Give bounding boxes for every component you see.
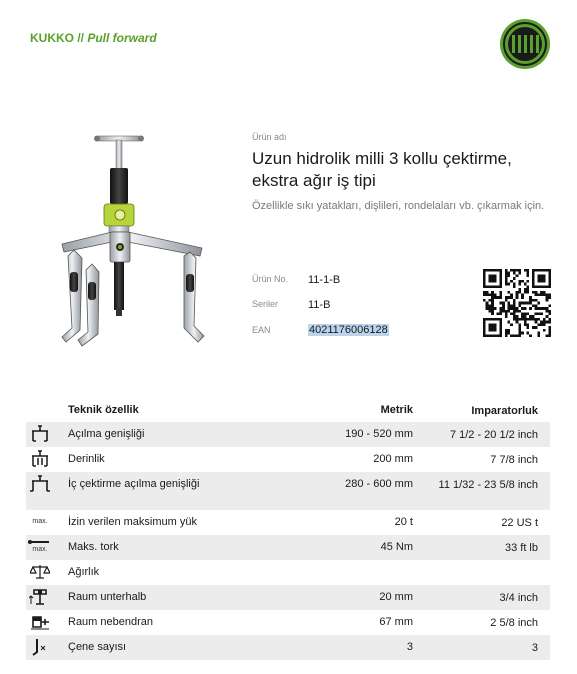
max-torque-icon: [26, 538, 54, 553]
max-torque-icon-text: max.: [32, 546, 48, 553]
spec-row-space-below: [26, 585, 550, 610]
weight-icon: [26, 564, 54, 580]
brand-header: [30, 31, 157, 45]
brand-name: KUKKO: [30, 31, 74, 45]
product-image: [52, 132, 217, 354]
qr-code: [483, 269, 551, 337]
spec-metric: 200 mm: [373, 453, 413, 465]
kukko-logo: [499, 18, 551, 70]
ean-value[interactable]: 4021176006128: [309, 324, 388, 336]
header-imperial: Imparatorluk: [471, 405, 538, 417]
product-no-label: Ürün No.: [252, 274, 289, 284]
brand-separator: //: [74, 31, 88, 45]
spec-header-row: [26, 400, 550, 422]
ean-value-wrap[interactable]: [308, 324, 389, 336]
series-value: 11-B: [308, 299, 331, 311]
series-label: Seriler: [252, 299, 279, 309]
internal-spread-icon: [26, 475, 54, 493]
spec-row-max-load: [26, 510, 550, 535]
spec-metric: 45 Nm: [380, 541, 413, 553]
spec-metric: 20 mm: [379, 591, 413, 603]
product-no-value: 11-1-B: [308, 274, 341, 286]
spec-name: Raum nebendran: [68, 616, 154, 628]
brand-slogan: Pull forward: [87, 31, 157, 45]
product-subtitle: Özellikle sıkı yatakları, dişlileri, rondelaları vb. çıkarmak için.: [252, 200, 545, 212]
spec-name: İzin verilen maksimum yük: [68, 516, 197, 528]
spec-row-depth: [26, 447, 550, 472]
spec-imperial: 3: [531, 642, 538, 654]
jaw-count-icon: [26, 638, 54, 656]
spec-imperial: 3/4 inch: [499, 592, 538, 604]
spec-name: Ağırlık: [68, 566, 100, 578]
spec-table: [26, 400, 550, 660]
spec-row-weight: [26, 560, 550, 585]
spec-row-internal-width: [26, 472, 550, 510]
spec-imperial: 11 1/32 - 23 5/8 inch: [438, 479, 538, 491]
spec-name: Çene sayısı: [68, 641, 127, 653]
product-title: Uzun hidrolik milli 3 kollu çektirme, ekstra ağır iş tipi: [252, 149, 512, 190]
ean-label: EAN: [252, 325, 271, 335]
spec-imperial: 22 US t: [501, 517, 538, 529]
spec-metric: 20 t: [394, 516, 413, 528]
max-load-icon: [26, 515, 54, 525]
space-below-icon: [26, 588, 54, 606]
spread-width-icon: [26, 425, 54, 443]
spec-name: Raum unterhalb: [68, 591, 147, 603]
spec-row-space-beside: [26, 610, 550, 635]
spec-name: Maks. tork: [68, 541, 119, 553]
max-load-icon-text: max.: [32, 518, 48, 525]
header-feature: Teknik özellik: [68, 404, 139, 416]
spec-name: Açılma genişliği: [68, 428, 145, 440]
space-beside-icon: [26, 613, 54, 631]
spec-imperial: 33 ft lb: [504, 542, 538, 554]
spec-imperial: 2 5/8 inch: [490, 617, 538, 629]
spec-name: Derinlik: [68, 453, 105, 465]
spec-row-opening-width: [26, 422, 550, 447]
spec-metric: 280 - 600 mm: [345, 478, 413, 490]
depth-icon: [26, 450, 54, 468]
spec-imperial: 7 1/2 - 20 1/2 inch: [449, 429, 538, 441]
spec-metric: 3: [406, 641, 413, 653]
header-metric: Metrik: [380, 404, 413, 416]
spec-metric: 190 - 520 mm: [345, 428, 413, 440]
product-name-label: Ürün adı: [252, 132, 287, 142]
spec-metric: 67 mm: [379, 616, 413, 628]
spec-row-jaw-count: [26, 635, 550, 660]
spec-imperial: 7 7/8 inch: [490, 454, 538, 466]
spec-name: İç çektirme açılma genişliği: [68, 478, 200, 490]
spec-row-max-torque: [26, 535, 550, 560]
